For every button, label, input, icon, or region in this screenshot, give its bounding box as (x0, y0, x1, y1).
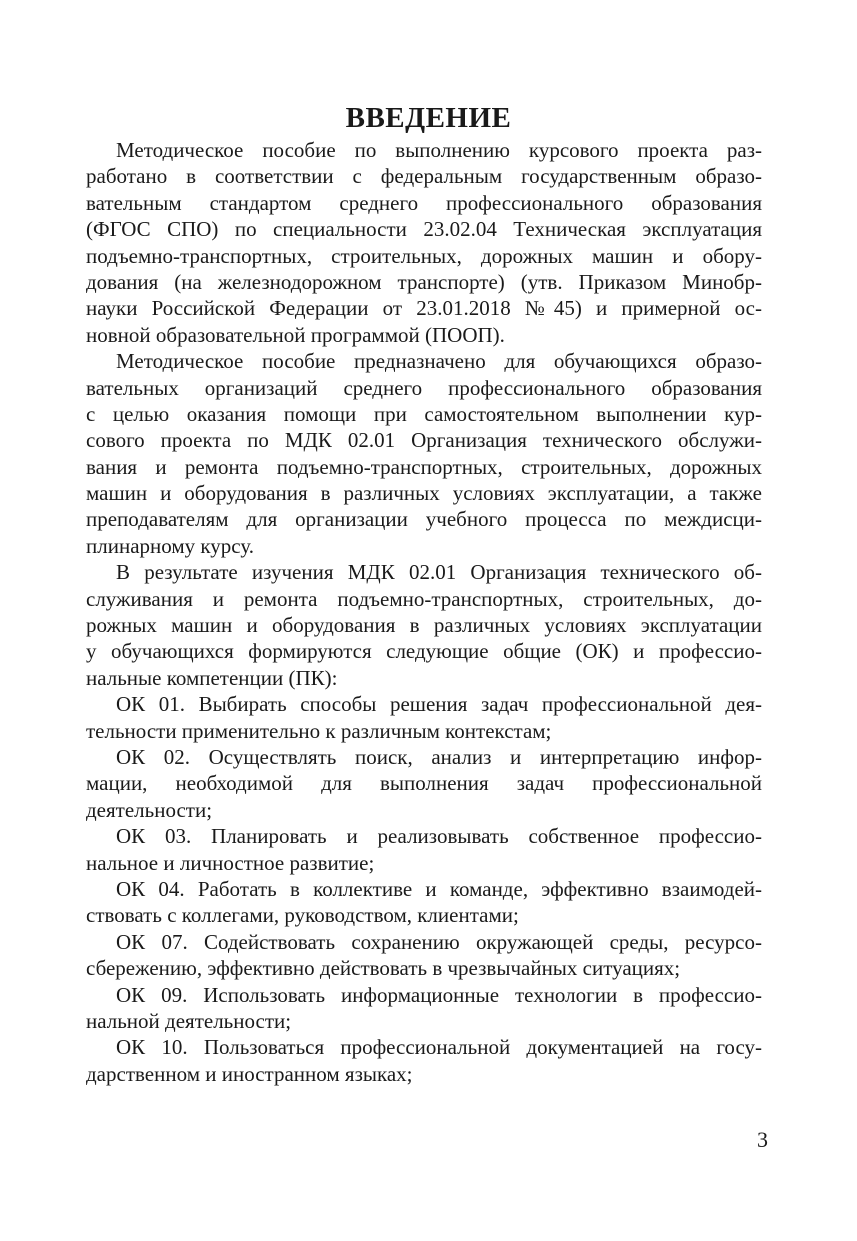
competency-ok02 (86, 744, 762, 823)
text-line: нальной деятельности; (86, 1008, 292, 1033)
page-number: 3 (757, 1127, 768, 1152)
competency-ok09 (86, 982, 762, 1035)
competency-ok01 (86, 691, 762, 744)
text-line: машин и оборудования в различных условиях эксплуатации, а также (86, 481, 762, 506)
text-line: рожных машин и оборудования в различных условиях эксплуатации (86, 613, 762, 638)
text-line: (ФГОС СПО) по специальности 23.02.04 Техническая эксплуатация (86, 217, 762, 242)
document-body (86, 137, 762, 1087)
text-line: у обучающихся формируются следующие общие (ОК) и профессио- (86, 639, 762, 664)
page-title: ВВЕДЕНИЕ (345, 102, 512, 134)
paragraph-audience (86, 348, 762, 559)
text-line: преподавателям для организации учебного процесса по междисци- (86, 507, 762, 532)
text-line: Методическое пособие по выполнению курсового проекта раз- (116, 138, 762, 162)
text-line: мации, необходимой для выполнения задач профессиональной (86, 771, 762, 796)
text-line: вательных организаций среднего профессионального образования (86, 375, 762, 400)
text-line: дарственном и иностранном языках; (86, 1061, 413, 1086)
text-line: вательным стандартом среднего профессионального образования (86, 190, 762, 215)
text-line: новной образовательной программой (ПООП). (86, 322, 505, 347)
text-line: сбережению, эффективно действовать в чрезвычайных ситуациях; (86, 956, 681, 981)
text-line: науки Российской Федерации от 23.01.2018 №45) и примерной ос- (86, 296, 762, 321)
text-line: Методическое пособие предназначено для обучающихся образо- (116, 349, 762, 374)
competency-ok07 (86, 929, 762, 982)
text-line: нальное и личностное развитие; (86, 850, 375, 875)
text-line: ОК 09. Использовать информационные технологии в профессио- (116, 982, 762, 1007)
text-line: тельности применительно к различным контекстам; (86, 718, 552, 743)
text-line: работано в соответствии с федеральным государственным образо- (86, 164, 762, 189)
text-line: нальные компетенции (ПК): (86, 665, 338, 690)
text-line: ОК 02. Осуществлять поиск, анализ и интерпретацию инфор- (116, 744, 762, 769)
text-line: ОК 07. Содействовать сохранению окружающей среды, ресурсо- (116, 929, 762, 954)
competency-ok03 (86, 823, 762, 876)
text-line: В результате изучения МДК 02.01 Организация технического об- (116, 560, 762, 585)
paragraph-competencies-intro (86, 559, 762, 691)
text-line: с целью оказания помощи при самостоятельном выполнении кур- (86, 401, 762, 426)
text-line: подъемно-транспортных, строительных, дорожных машин и обору- (86, 243, 762, 268)
text-line: деятельности; (86, 797, 213, 822)
text-line: ствовать с коллегами, руководством, клиентами; (86, 903, 519, 928)
paragraph-purpose (86, 137, 762, 348)
text-line: ОК 04. Работать в коллективе и команде, эффективно взаимодей- (116, 876, 762, 901)
text-line: дования (на железнодорожном транспорте) (утв. Приказом Минобр- (86, 269, 762, 294)
text-line: плинарному курсу. (86, 533, 254, 558)
competency-ok10 (86, 1034, 762, 1087)
text-line: служивания и ремонта подъемно-транспортных, строительных, до- (86, 586, 762, 611)
text-line: вания и ремонта подъемно-транспортных, строительных, дорожных (86, 454, 762, 479)
text-line: ОК 10. Пользоваться профессиональной документацией на госу- (116, 1035, 762, 1060)
competency-ok04 (86, 876, 762, 929)
text-line: ОК 03. Планировать и реализовывать собственное профессио- (116, 824, 762, 849)
text-line: ОК 01. Выбирать способы решения задач профессиональной дея- (116, 692, 762, 717)
text-line: сового проекта по МДК 02.01 Организация технического обслужи- (86, 428, 762, 453)
